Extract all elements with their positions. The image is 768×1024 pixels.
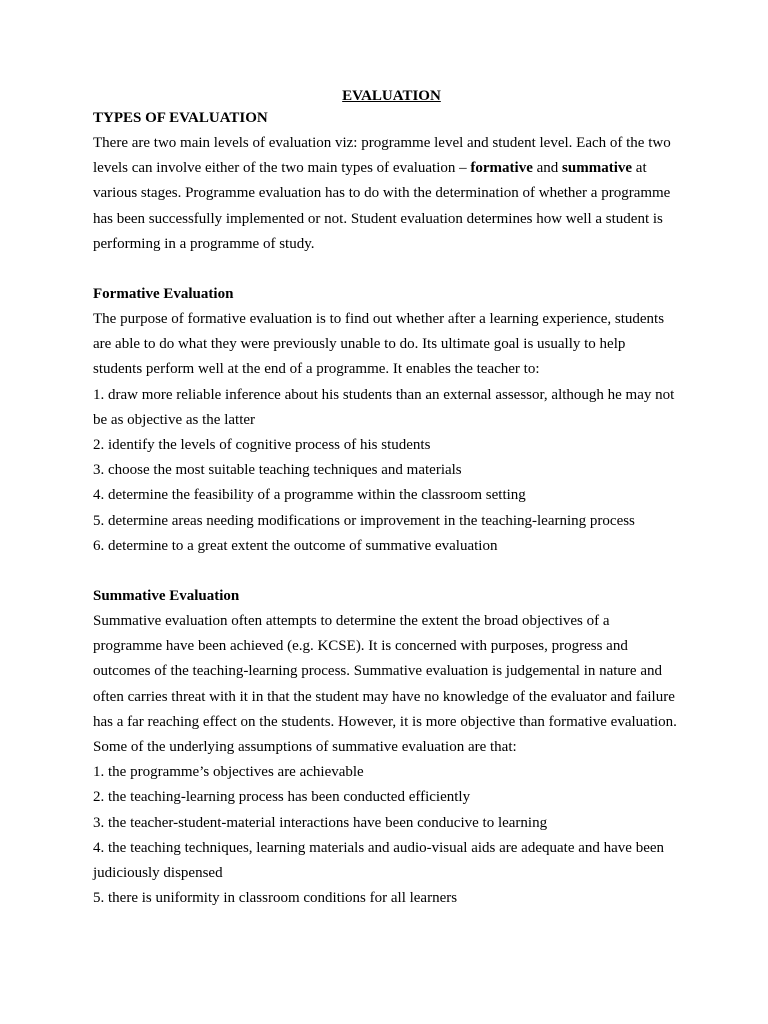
document-title: EVALUATION (342, 88, 441, 104)
types-heading: TYPES OF EVALUATION (93, 110, 268, 126)
list-item: 5. determine areas needing modifications or improvement in the teaching-learning process (93, 512, 635, 529)
formative-term: formative (470, 160, 533, 177)
summative-list (93, 760, 678, 911)
formative-list (93, 383, 678, 559)
types-text-2: at various stages. Programme evaluation has to do with the determination of whether a programme has been successfully implemented or not. Student evaluation determines how well a student is performing in a programme of study. (93, 160, 671, 252)
types-text-and: and (532, 160, 563, 177)
types-paragraph (93, 131, 678, 257)
list-item: 4. the teaching techniques, learning materials and audio-visual aids are adequate and have been judiciously dispensed (93, 839, 665, 882)
list-item: 3. the teacher-student-material interactions have been conducive to learning (93, 814, 548, 831)
list-item: 1. draw more reliable inference about his students than an external assessor, although he may not be as objective as the latter (93, 386, 675, 428)
list-item: 2. identify the levels of cognitive process of his students (93, 437, 431, 454)
formative-intro: The purpose of formative evaluation is to find out whether after a learning experience, students are able to do what they were previously unable to do. Its ultimate goal is usually to help students perform well at the end of a programme. It enables the teacher to: (93, 311, 665, 378)
spacer (93, 257, 678, 282)
summative-heading: Summative Evaluation (93, 588, 240, 605)
list-item: 4. determine the feasibility of a programme within the classroom setting (93, 487, 526, 504)
spacer (93, 559, 678, 584)
list-item: 6. determine to a great extent the outcome of summative evaluation (93, 537, 498, 554)
summative-assumptions-intro: Some of the underlying assumptions of summative evaluation are that: (93, 739, 517, 756)
list-item: 5. there is uniformity in classroom conditions for all learners (93, 890, 458, 907)
types-text-1: There are two main levels of evaluation viz: programme level and student level. Each of the two levels can involve either of the two main types of evaluation – (93, 135, 671, 177)
list-item: 1. the programme’s objectives are achievable (93, 764, 364, 781)
formative-heading: Formative Evaluation (93, 286, 234, 303)
summative-intro: Summative evaluation often attempts to determine the extent the broad objectives of a programme have been achieved (e.g. KCSE). It is concerned with purposes, progress and outcomes of the teaching-learning process. Summative evaluation is judgemental in nature and often carries threat with it in that the student may have no knowledge of the evaluator and failure has a far reaching effect on the students. However, it is more objective than formative evaluation. (93, 613, 677, 730)
summative-term: summative (562, 160, 633, 177)
list-item: 2. the teaching-learning process has been conducted efficiently (93, 789, 471, 806)
list-item: 3. choose the most suitable teaching techniques and materials (93, 462, 462, 479)
